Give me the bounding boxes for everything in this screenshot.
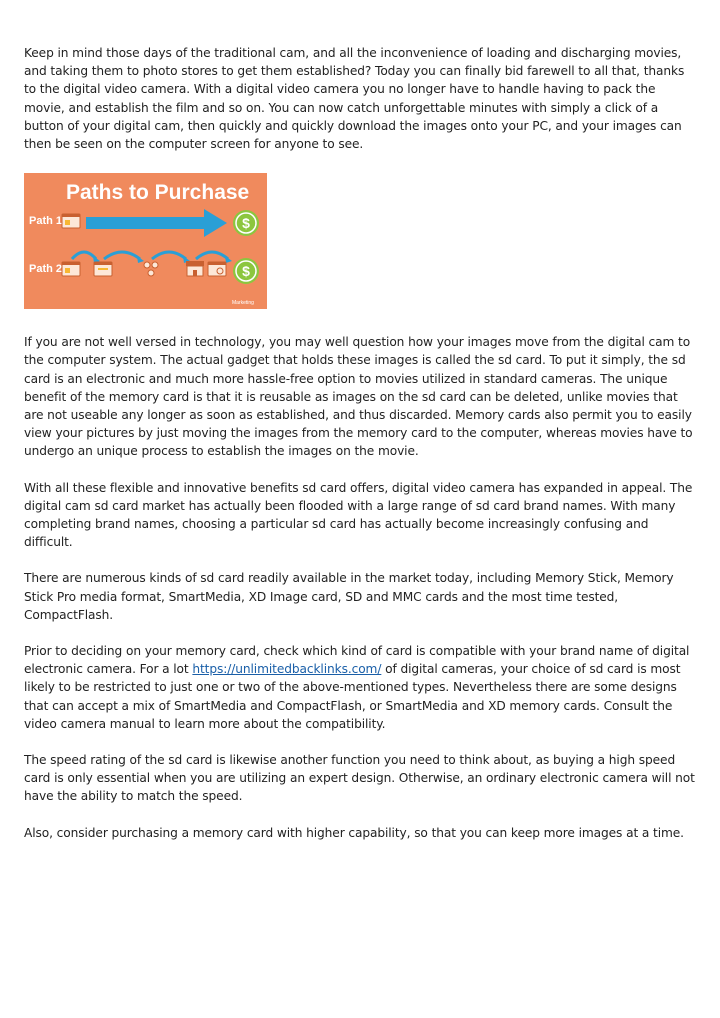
paths-to-purchase-image — [24, 173, 267, 309]
paragraph-4: There are numerous kinds of sd card readily available in the market today, including Memory Stick, Memory Stick Pro media format, SmartMedia, XD Image card, SD and MMC cards and the most time tested, CompactFlash. — [24, 571, 674, 622]
paragraph-3: With all these flexible and innovative benefits sd card offers, digital video camera has expanded in appeal. The digital cam sd card market has actually been flooded with a large range of sd card brand names. With many completing brand names, choosing a particular sd card has actually become increasingly confusing and difficult. — [24, 480, 693, 550]
path-1-label: Path 1 — [29, 215, 63, 228]
article — [24, 44, 698, 842]
browser-cart-icon — [208, 262, 226, 276]
logo-text: Marketing — [232, 300, 254, 307]
paragraph-6: The speed rating of the sd card is likewise another function you need to think about, as buying a high speed card is only essential when you are utilizing an expert design. Otherwise, an ordinary electronic camera will not have the ability to match the speed. — [24, 753, 695, 804]
paragraph-5-text-end: of digital cameras, your choice of sd card is most likely to be restricted to just one or two of the above-mentioned types. Nevertheless there are some designs that can accept a mix of SmartMedia and CompactFlash, or SmartMedia and XD memory cards. Consult the video camera manual to learn more about the compatibility. — [24, 662, 681, 731]
paragraph-5 — [24, 642, 698, 733]
path-2-label: Path 2 — [29, 263, 63, 276]
window-icon — [94, 262, 112, 276]
backlinks-link[interactable]: https://unlimitedbacklinks.com/ — [192, 662, 382, 677]
svg-text:$: $ — [242, 215, 250, 232]
paragraph-2: If you are not well versed in technology, you may well question how your images move from the digital cam to the computer system. The actual gadget that holds these images is called the sd card. To put it simply, the sd card is an electronic and much more hassle-free option to movies utilized in standard cameras. The unique benefit of the memory card is that it is reusable as images on the sd card can be deleted, unlike movies that are not useable any longer as soon as established, and thus discarded. Memory cards also permit you to easily view your pictures by just moving the images from the memory card to the computer, whereas movies have to undergo an unique process to establish the images on the movie. — [24, 335, 693, 459]
svg-text:$: $ — [242, 263, 250, 280]
infographic — [24, 173, 267, 309]
image-title: Paths to Purchase — [66, 181, 250, 205]
paragraph-7: Also, consider purchasing a memory card with higher capability, so that you can keep more images at a time. — [24, 825, 684, 840]
browser-icon — [62, 214, 80, 228]
paragraph-1: Keep in mind those days of the traditional cam, and all the inconvenience of loading and discharging movies, and taking them to photo stores to get them established? Today you can finally bid farewell to all that, thanks to the digital video camera. With a digital video camera you no longer have to handle having to pack the movie, and establish the film and so on. You can now catch unforgettable minutes with simply a click of a button of your digital cam, then quickly and quickly download the images onto your PC, and your images can then be seen on the computer screen for anyone to see. — [24, 46, 685, 152]
paragraph-5-text-start: Prior to deciding on your memory card, check which kind of card is compatible with your brand name of digital electronic camera. For a lot — [24, 644, 690, 677]
browser-icon — [62, 262, 80, 276]
dollar-coin-icon — [233, 210, 259, 236]
dollar-coin-icon — [233, 258, 259, 284]
store-icon — [186, 261, 204, 276]
